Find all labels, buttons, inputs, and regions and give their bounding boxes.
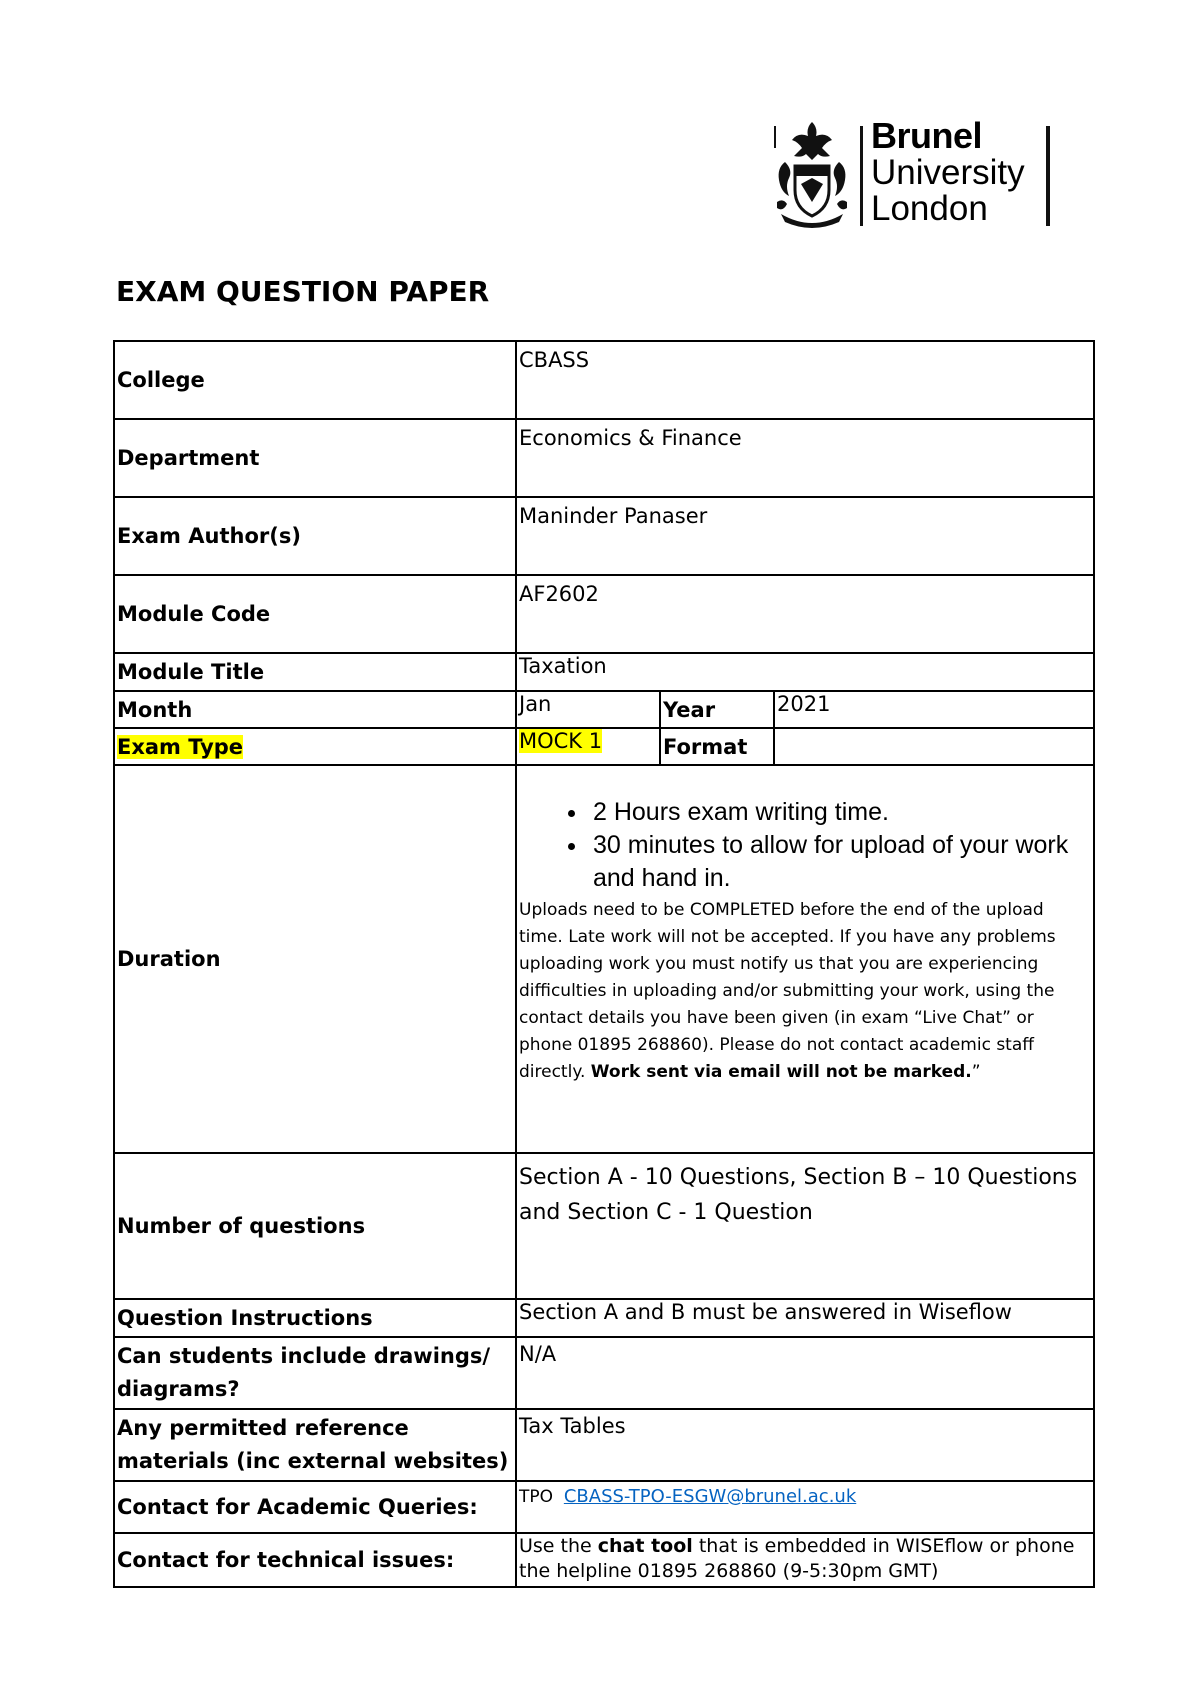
logo-line-2: University	[871, 153, 1025, 192]
exam-type-value-cell	[516, 728, 660, 765]
module-code-label: Module Code	[114, 575, 516, 653]
department-value: Economics & Finance	[516, 419, 1094, 497]
row-duration	[114, 765, 1094, 1153]
technical-pre: Use the	[519, 1535, 598, 1557]
month-label: Month	[114, 691, 516, 728]
exam-type-value: MOCK 1	[519, 729, 603, 753]
page-title: EXAM QUESTION PAPER	[116, 275, 490, 308]
year-label: Year	[660, 691, 774, 728]
reference-value: Tax Tables	[516, 1409, 1094, 1481]
department-label: Department	[114, 419, 516, 497]
duration-note-bold: Work sent via email will not be marked.	[590, 1062, 972, 1082]
year-value: 2021	[774, 691, 1094, 728]
academic-value	[516, 1481, 1094, 1533]
format-value	[774, 728, 1094, 765]
row-author	[114, 497, 1094, 575]
duration-bullets	[519, 796, 1091, 895]
row-drawings	[114, 1337, 1094, 1409]
instructions-label: Question Instructions	[114, 1299, 516, 1337]
college-label: College	[114, 341, 516, 419]
duration-note	[519, 897, 1091, 1086]
duration-note-text: Uploads need to be COMPLETED before the end of the upload time. Late work will not be accepted. If you have any problems uploading work you must notify us that you are experiencing difficulties in uploading and/or submitting your work, using the contact details you have been given (in exam “Live Chat” or phone 01895 268860). Please do not contact academic staff directly.	[519, 900, 1056, 1082]
academic-prefix: TPO	[519, 1487, 554, 1507]
row-number-of-questions	[114, 1153, 1094, 1299]
logo-divider	[860, 126, 863, 226]
duration-note-end: ”	[971, 1062, 981, 1082]
duration-bullet-2: • 30 minutes to allow for upload of your work and hand in.	[589, 829, 1091, 895]
row-department	[114, 419, 1094, 497]
row-question-instructions	[114, 1299, 1094, 1337]
num-questions-value: Section A - 10 Questions, Section B – 10 Questions and Section C - 1 Question	[516, 1153, 1094, 1299]
technical-label: Contact for technical issues:	[114, 1533, 516, 1587]
author-label: Exam Author(s)	[114, 497, 516, 575]
duration-value	[516, 765, 1094, 1153]
num-questions-label: Number of questions	[114, 1153, 516, 1299]
month-value: Jan	[516, 691, 660, 728]
author-value: Maninder Panaser	[516, 497, 1094, 575]
drawings-value: N/A	[516, 1337, 1094, 1409]
exam-type-label: Exam Type	[117, 734, 244, 759]
row-technical-contact	[114, 1533, 1094, 1587]
row-academic-contact	[114, 1481, 1094, 1533]
college-value: CBASS	[516, 341, 1094, 419]
row-month	[114, 691, 1094, 728]
duration-bullet-1: • 2 Hours exam writing time.	[589, 796, 1091, 829]
row-module-code	[114, 575, 1094, 653]
module-title-value: Taxation	[516, 653, 1094, 691]
university-crest-icon	[773, 118, 851, 230]
instructions-value: Section A and B must be answered in Wiseflow	[516, 1299, 1094, 1337]
technical-post: that is embedded in WISEflow or phone the helpline 01895 268860 (9-5:30pm GMT)	[519, 1535, 1075, 1582]
exam-details-table	[113, 340, 1095, 1588]
logo-line-3: London	[871, 189, 988, 228]
technical-bold: chat tool	[597, 1535, 693, 1557]
logo-line-1: Brunel	[871, 115, 983, 156]
reference-label: Any permitted reference materials (inc external websites)	[114, 1409, 516, 1481]
row-college	[114, 341, 1094, 419]
drawings-label: Can students include drawings/ diagrams?	[114, 1337, 516, 1409]
format-label: Format	[660, 728, 774, 765]
row-exam-type	[114, 728, 1094, 765]
module-title-label: Module Title	[114, 653, 516, 691]
row-module-title	[114, 653, 1094, 691]
technical-value	[516, 1533, 1094, 1587]
duration-label: Duration	[114, 765, 516, 1153]
academic-email-link[interactable]: CBASS-TPO-ESGW@brunel.ac.uk	[563, 1486, 857, 1507]
university-logo	[763, 115, 1063, 230]
logo-right-bar	[1046, 126, 1050, 226]
exam-type-label-cell	[114, 728, 516, 765]
row-reference-materials	[114, 1409, 1094, 1481]
university-name	[871, 115, 1025, 228]
academic-label: Contact for Academic Queries:	[114, 1481, 516, 1533]
module-code-value: AF2602	[516, 575, 1094, 653]
